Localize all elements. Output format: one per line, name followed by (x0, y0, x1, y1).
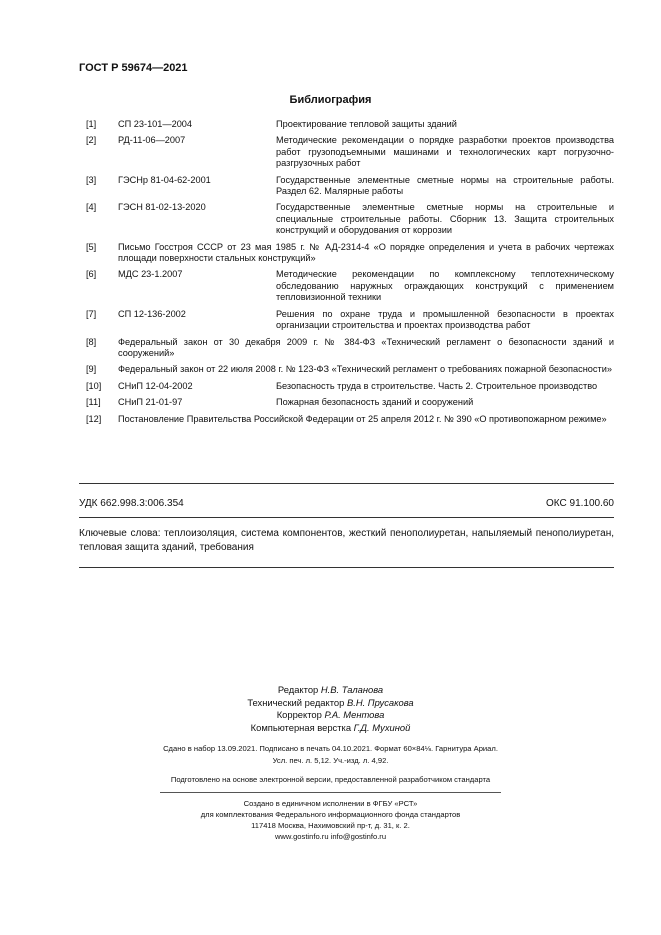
entry-text: Письмо Госстроя СССР от 23 мая 1985 г. № АД-2314-4 «О порядке определения и учета в рабочих чертежах площади поверхности стальных конструкций» (118, 241, 614, 264)
entry-number: [1] (86, 119, 97, 129)
entry-code: ГЭСНр 81-04-62-2001 (118, 174, 211, 185)
entry-number: [2] (86, 135, 97, 146)
entry-number: [12] (86, 413, 102, 424)
prepared-note: Подготовлено на основе электронной версии, предоставленной разработчиком стандарта (170, 775, 491, 784)
bibliography-list (86, 119, 614, 430)
entry-code: ГЭСН 81-02-13-2020 (118, 202, 206, 213)
layout-name: Г.Д. Мухиной (353, 721, 411, 733)
editor-line: Редактор Н.В. Таланова (277, 684, 384, 695)
publisher-line4: www.gostinfo.ru info@gostinfo.ru (274, 832, 387, 841)
bibliography-entry (86, 364, 614, 375)
corrector-line: Корректор Р.А. Ментова (276, 709, 385, 720)
bibliography-entry (86, 175, 614, 198)
bibliography-entry (86, 337, 614, 360)
entry-title: Методические рекомендации о порядке разработки проектов производства работ грузоподъемными машинами и технологических карт погрузочно-разгрузочных работ (276, 135, 614, 169)
entry-number: [7] (86, 308, 97, 319)
print-info-line2: Усл. печ. л. 5,12. Уч.-изд. л. 4,92. (272, 756, 389, 765)
entry-number: [11] (86, 397, 101, 408)
divider-bottom (79, 567, 614, 568)
corrector-name: Р.А. Ментова (324, 709, 385, 720)
layout-line: Компьютерная верстка Г.Д. Мухиной (250, 721, 411, 733)
bibliography-entry (86, 135, 614, 169)
entry-number: [3] (86, 174, 97, 185)
entry-text: Постановление Правительства Российской Федерации от 25 апреля 2012 г. № 390 «О противопожарном режиме» (118, 413, 607, 424)
bibliography-entry (86, 397, 614, 408)
entry-title: Методические рекомендации по комплексному теплотехническому обследованию наружных ограждающих конструкций с применением тепловизионной техники (276, 269, 614, 303)
publisher-divider (160, 792, 501, 793)
oks-code: ОКС 91.100.60 (546, 498, 614, 509)
bibliography-title: Библиография (289, 94, 372, 106)
bibliography-entry (86, 414, 614, 425)
entry-code: РД-11-06—2007 (118, 135, 186, 146)
entry-number: [6] (86, 269, 97, 280)
bibliography-entry (86, 269, 614, 303)
entry-code: СП 23-101—2004 (118, 119, 193, 129)
divider-top (79, 483, 614, 484)
bibliography-entry (86, 242, 614, 265)
editor-name: Н.В. Таланова (320, 684, 384, 695)
print-info-line1: Сдано в набор 13.09.2021. Подписано в печать 04.10.2021. Формат 60×84⅛. Гарнитура Ариал. (163, 744, 498, 753)
entry-title: Безопасность труда в строительстве. Часть 2. Строительное производство (276, 380, 598, 391)
entry-number: [4] (86, 202, 97, 213)
entry-text: Федеральный закон от 30 декабря 2009 г. № 384-ФЗ «Технический регламент о безопасности зданий и сооружений» (118, 336, 614, 358)
entry-title: Проектирование тепловой защиты зданий (276, 119, 457, 129)
entry-number: [10] (86, 380, 102, 391)
entry-code: СНиП 12-04-2002 (118, 380, 193, 391)
divider-middle (79, 517, 614, 518)
entry-code: СНиП 21-01-97 (118, 397, 183, 408)
tech-editor-line: Технический редактор В.Н. Прусакова (247, 696, 414, 708)
publisher-line3: 117418 Москва, Нахимовский пр-т, д. 31, к. 2. (251, 821, 410, 830)
entry-title: Государственные элементные сметные нормы на строительные и специальные строительные работы. Сборник 13. Защита строительных конструкций и оборудования от коррозии (276, 202, 614, 236)
entry-number: [5] (86, 241, 97, 252)
entry-title: Решения по охране труда и промышленной безопасности в проектах организации строительства и проектах производства работ (276, 308, 614, 331)
entry-number: [8] (86, 336, 97, 347)
entry-code: МДС 23-1.2007 (118, 269, 183, 280)
bibliography-entry (86, 202, 614, 236)
tech-editor-name: В.Н. Прусакова (346, 696, 414, 708)
keywords: Ключевые слова: теплоизоляция, система компонентов, жесткий пенополиуретан, напыляемый пенополиуретан, тепловая защита зданий, требования (79, 528, 614, 553)
publisher-block (0, 798, 661, 842)
udc-code: УДК 662.998.3:006.354 (79, 498, 184, 509)
entry-number: [9] (86, 364, 97, 375)
publisher-line2: для комплектования Федерального информационного фонда стандартов (200, 810, 461, 819)
entry-title: Пожарная безопасность зданий и сооружений (276, 397, 474, 408)
bibliography-entry (86, 119, 614, 130)
bibliography-entry (86, 381, 614, 392)
entry-code: СП 12-136-2002 (118, 308, 186, 319)
publisher-line1: Создано в единичном исполнении в ФГБУ «РСТ» (243, 799, 418, 808)
print-info (0, 743, 661, 767)
entry-title: Государственные элементные сметные нормы на строительные работы. Раздел 62. Малярные работы (276, 174, 614, 197)
bibliography-entry (86, 309, 614, 332)
entry-text: Федеральный закон от 22 июля 2008 г. № 123-ФЗ «Технический регламент о требованиях пожарной безопасности» (118, 364, 612, 375)
standard-number: ГОСТ Р 59674—2021 (79, 62, 188, 74)
credits-block (0, 684, 661, 734)
